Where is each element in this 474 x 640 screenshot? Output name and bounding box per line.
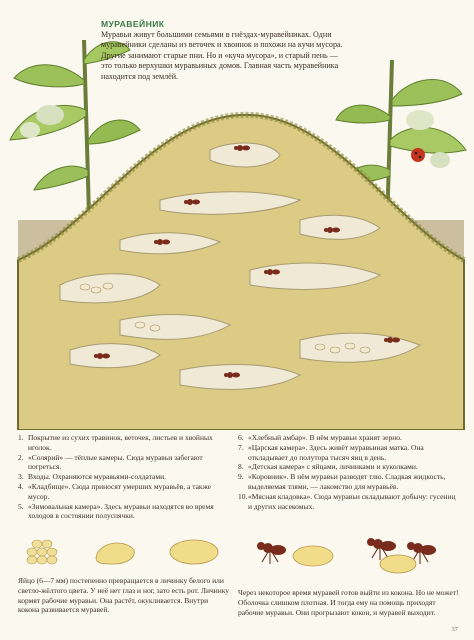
legend-item: 7. «Царская камера». Здесь живёт муравьиная матка. Она откладывает до полутора тысяч яиц в день.: [238, 442, 424, 462]
ladybug-icon: [411, 148, 425, 162]
legend-item: 10. «Мясная кладовка». Сюда муравьи складывают добычу: гусениц и других насекомых.: [238, 491, 456, 511]
legend-item: 4. «Кладбище». Сюда приносят умерших муравьёв, а также мусор.: [18, 481, 211, 501]
legend-item: 1. Покрытие из сухих травинок, веточек, листьев и хвойных иголок.: [18, 433, 213, 452]
legend-item: 6. «Хлебный амбар». В нём муравьи хранят зерно.: [238, 433, 402, 442]
legend-item: 5. «Зимовальная камера». Здесь муравьи находятся во время холодов в состоянии полуспячки.: [18, 501, 214, 521]
hatching-illustration: [238, 508, 464, 588]
page-number: 37: [451, 626, 458, 633]
legend-item: 9. «Коровник». В нём муравьи разводят тлю. Сладкая жидкость, выделяемая тлями, — лакомство для муравьёв.: [238, 472, 446, 491]
legend-item: 3. Входы. Охраняются муравьями-солдатами.: [18, 472, 166, 482]
cocoon-icon: [293, 546, 333, 566]
egg-development-text: Яйцо (6—7 мм) постепенно превращается в личинку белого или светло-жёлтого цвета. У неё нет глаз и ног, зато есть рот. Личинку кормят рабочие муравьи. Она растёт, окукливается. Внутри кокона развивается муравей.: [18, 576, 230, 615]
cocoon-icon: [380, 555, 416, 573]
eggs-icon: [27, 540, 57, 564]
life-stages-illustration: [14, 508, 236, 572]
page-title: МУРАВЕЙНИК: [101, 19, 165, 29]
legend-item: 2. «Солярий» — тёплые камеры. Сюда муравьи забегают погреться.: [18, 452, 203, 472]
legend-right-list: [238, 433, 460, 511]
worker-ant-icon: [257, 542, 286, 564]
hatching-text: Через некоторое время муравей готов выйти из кокона. Но не может! Оболочка слишком плотная. И тогда ему на помощь приходят рабочие муравьи. Они прогрызают кокон, и муравей выходит.: [238, 588, 459, 617]
cocoon-icon: [170, 540, 218, 564]
larva-icon: [96, 543, 134, 564]
intro-paragraph: Муравьи живут большими семьями в гнёздах-муравейниках. Одни муравейники сделаны из веточек и хвоинок и похожи на кучи мусора. Другие занимают старые пни. Но и «куча мусора», и старый пень — это только верхушки муравьиных домов. Главная часть муравейника находится под землёй.: [101, 30, 343, 81]
legend-item: 8. «Детская камера» с яйцами, личинками и куколками.: [238, 462, 418, 472]
